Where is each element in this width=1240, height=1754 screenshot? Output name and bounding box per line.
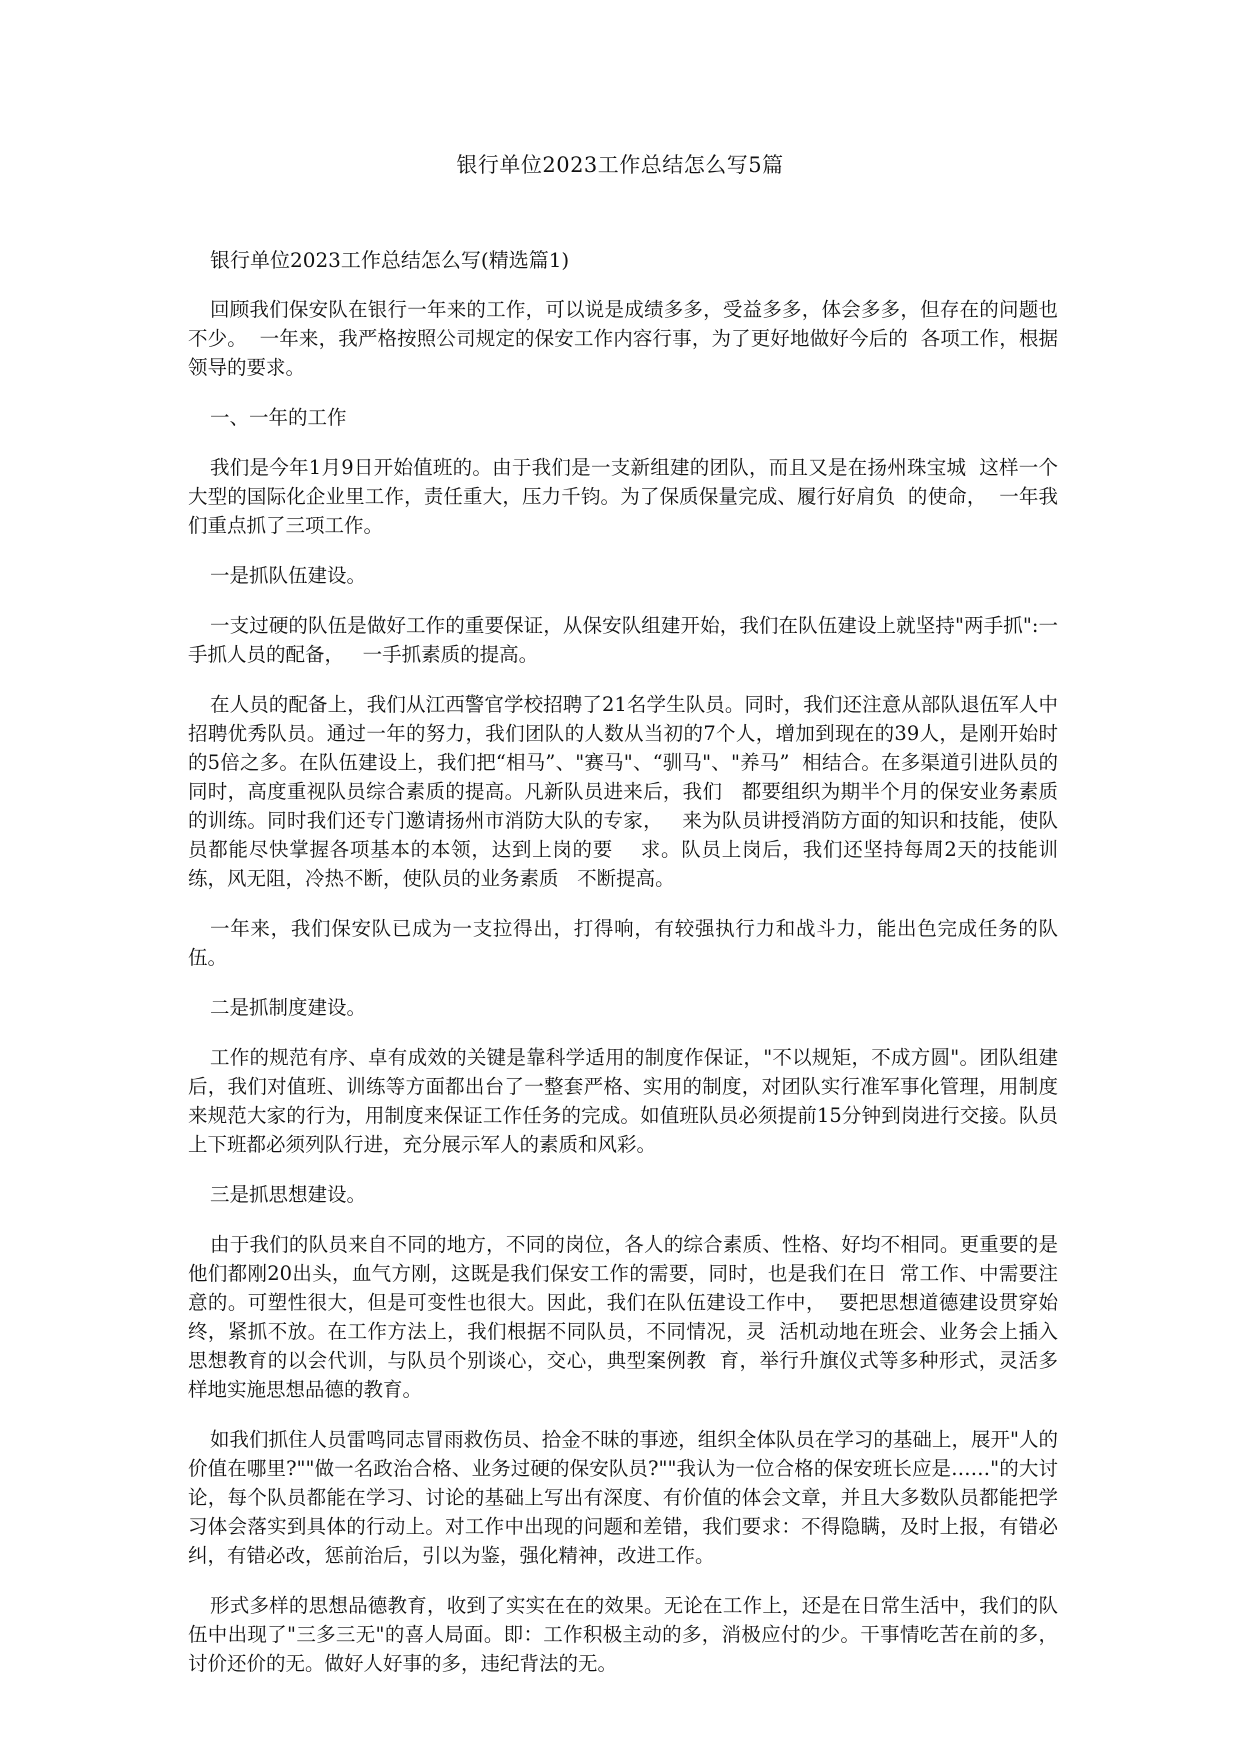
section-heading: 一是抓队伍建设。 [210,564,367,587]
paragraph: 由于我们的队员来自不同的地方，不同的岗位，各人的综合素质、性格、好均不相同。更重要的是他们都刚20出头，血气方刚，这既是我们保安工作的需要，同时，也是我们在日 常工作、中需要注意的。可塑性很大，但是可变性也很大。因此，我们在队伍建设工作中， 要把思想道德建设贯穿始终，紧抓不放。在工作方法上，我们根据不同队员，不同情况，灵 活机动地在班会、业务会上插入思想教育的以会代训，与队员个别谈心，交心，典型案例教 育，举行升旗仪式等多种形式，灵活多样地实施思想品德的教育。 [188,1233,1058,1401]
paragraph: 一年来，我们保安队已成为一支拉得出，打得响，有较强执行力和战斗力，能出色完成任务的队伍。 [188,917,1058,969]
paragraph: 在人员的配备上，我们从江西警官学校招聘了21名学生队员。同时，我们还注意从部队退伍军人中招聘优秀队员。通过一年的努力，我们团队的人数从当初的7个人，增加到现在的39人，是刚开始时的5倍之多。在队伍建设上，我们把“相马”、"赛马"、“驯马"、"养马” 相结合。在多渠道引进队员的同时，高度重视队员综合素质的提高。凡新队员进来后，我们 都要组织为期半个月的保安业务素质的训练。同时我们还专门邀请扬州市消防大队的专家， 来为队员讲授消防方面的知识和技能，使队员都能尽快掌握各项基本的本领，达到上岗的要 求。队员上岗后，我们还坚持每周2天的技能训练，风无阻，冷热不断，使队员的业务素质 不断提高。 [188,693,1058,890]
paragraph: 回顾我们保安队在银行一年来的工作，可以说是成绩多多，受益多多，体会多多，但存在的问题也不少。 一年来，我严格按照公司规定的保安工作内容行事，为了更好地做好今后的 各项工作，根据领导的要求。 [188,298,1058,379]
section-heading: 三是抓思想建设。 [210,1183,367,1206]
document-title: 银行单位2023工作总结怎么写5篇 [456,153,784,177]
section-heading: 二是抓制度建设。 [210,996,367,1019]
paragraph: 我们是今年1月9日开始值班的。由于我们是一支新组建的团队，而且又是在扬州珠宝城 这样一个大型的国际化企业里工作，责任重大，压力千钧。为了保质保量完成、履行好肩负 的使命， 一年我们重点抓了三项工作。 [188,456,1058,537]
paragraph: 一支过硬的队伍是做好工作的重要保证，从保安队组建开始，我们在队伍建设上就坚持"两手抓":一手抓人员的配备， 一手抓素质的提高。 [188,614,1058,666]
section-heading: 一、一年的工作 [210,406,347,429]
paragraph: 工作的规范有序、卓有成效的关键是靠科学适用的制度作保证，"不以规矩，不成方圆"。团队组建后，我们对值班、训练等方面都出台了一整套严格、实用的制度，对团队实行准军事化管理，用制度来规范大家的行为，用制度来保证工作任务的完成。如值班队员必须提前15分钟到岗进行交接。队员上下班都必须列队行进，充分展示军人的素质和风彩。 [188,1046,1058,1156]
paragraph: 如我们抓住人员雷鸣同志冒雨救伤员、拾金不昧的事迹，组织全体队员在学习的基础上，展开"人的价值在哪里?""做一名政治合格、业务过硬的保安队员?""我认为一位合格的保安班长应是……"的大讨论，每个队员都能在学习、讨论的基础上写出有深度、有价值的体会文章，并且大多数队员都能把学习体会落实到具体的行动上。对工作中出现的问题和差错，我们要求：不得隐瞒，及时上报，有错必纠，有错必改，惩前治后，引以为鉴，强化精神，改进工作。 [188,1428,1058,1567]
document-body [188,246,1058,1699]
section-subtitle: 银行单位2023工作总结怎么写(精选篇1) [210,248,570,272]
paragraph: 形式多样的思想品德教育，收到了实实在在的效果。无论在工作上，还是在日常生活中，我们的队伍中出现了"三多三无"的喜人局面。即：工作积极主动的多，消极应付的少。干事情吃苦在前的多，讨价还价的无。做好人好事的多，违纪背法的无。 [188,1594,1058,1675]
